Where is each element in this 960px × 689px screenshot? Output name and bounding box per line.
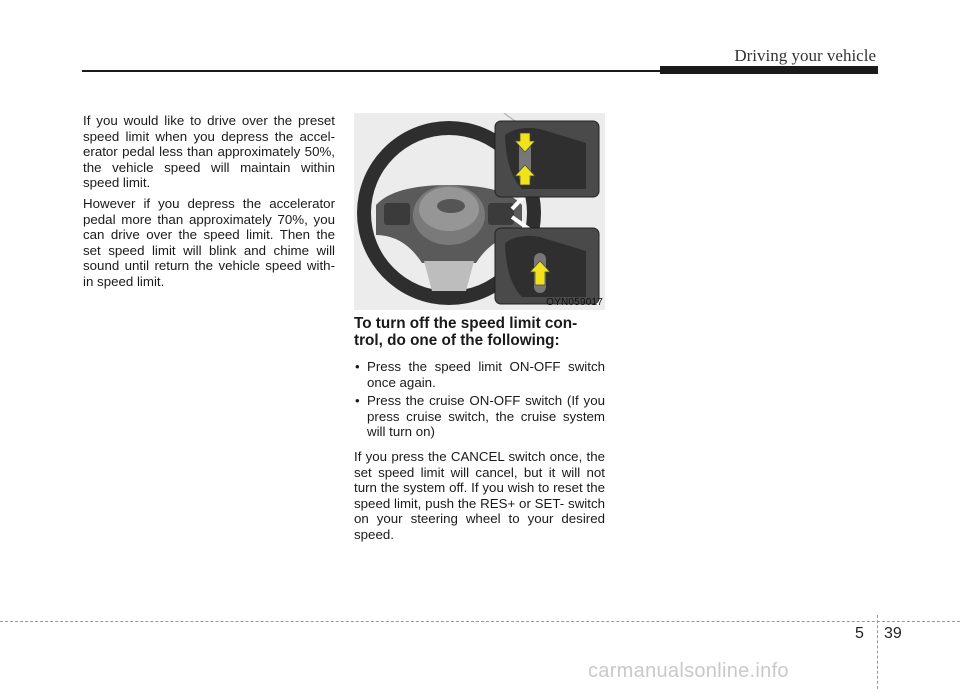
page-number: 39 xyxy=(884,625,902,642)
left-control-cluster xyxy=(384,203,410,225)
footer-divider xyxy=(877,615,878,689)
turn-off-heading: To turn off the speed limit con-trol, do one of the following: xyxy=(354,315,578,349)
paragraph-speed-limit-override: However if you depress the accelerator pedal more than approximately 70%, you can drive over the speed limit. Then the set speed limit will blink and chime will sound until return the vehicle speed with-in speed limit. xyxy=(83,195,335,289)
cancel-switch-paragraph: If you press the CANCEL switch once, the set speed limit will cancel, but it will not turn the system off. If you wish to reset the speed limit, push the RES+ or SET- switch on your steering wheel to your desired speed. xyxy=(354,448,605,542)
right-column xyxy=(354,315,605,543)
header-rule-thick xyxy=(660,66,878,74)
bullet-text: Press the cruise ON-OFF switch (If you press cruise switch, the cruise system will turn on) xyxy=(367,393,605,440)
list-item xyxy=(354,359,605,390)
list-item xyxy=(354,393,605,440)
steering-wheel-figure xyxy=(354,113,605,310)
paragraph-speed-limit-maintain: If you would like to drive over the preset speed limit when you depress the accel-erator pedal less than approximately 50%, the vehicle speed will maintain within speed limit. xyxy=(83,113,335,191)
right-control-cluster xyxy=(488,203,514,225)
bullet-marker: • xyxy=(355,359,360,374)
turn-off-options-list xyxy=(354,359,605,440)
chapter-number: 5 xyxy=(855,625,864,642)
figure-code: OYN059017 xyxy=(546,297,603,308)
footer-rule xyxy=(0,621,960,622)
bullet-marker: • xyxy=(355,393,360,409)
badge-oval xyxy=(437,199,465,213)
wheel-lower-spoke xyxy=(424,261,474,291)
steering-wheel-illustration xyxy=(354,113,605,310)
header-rule-thin xyxy=(82,70,660,72)
watermark: carmanualsonline.info xyxy=(588,660,789,682)
section-title: Driving your vehicle xyxy=(734,46,876,65)
bullet-text: Press the speed limit ON-OFF switch once again. xyxy=(367,359,605,390)
left-column xyxy=(83,113,335,295)
